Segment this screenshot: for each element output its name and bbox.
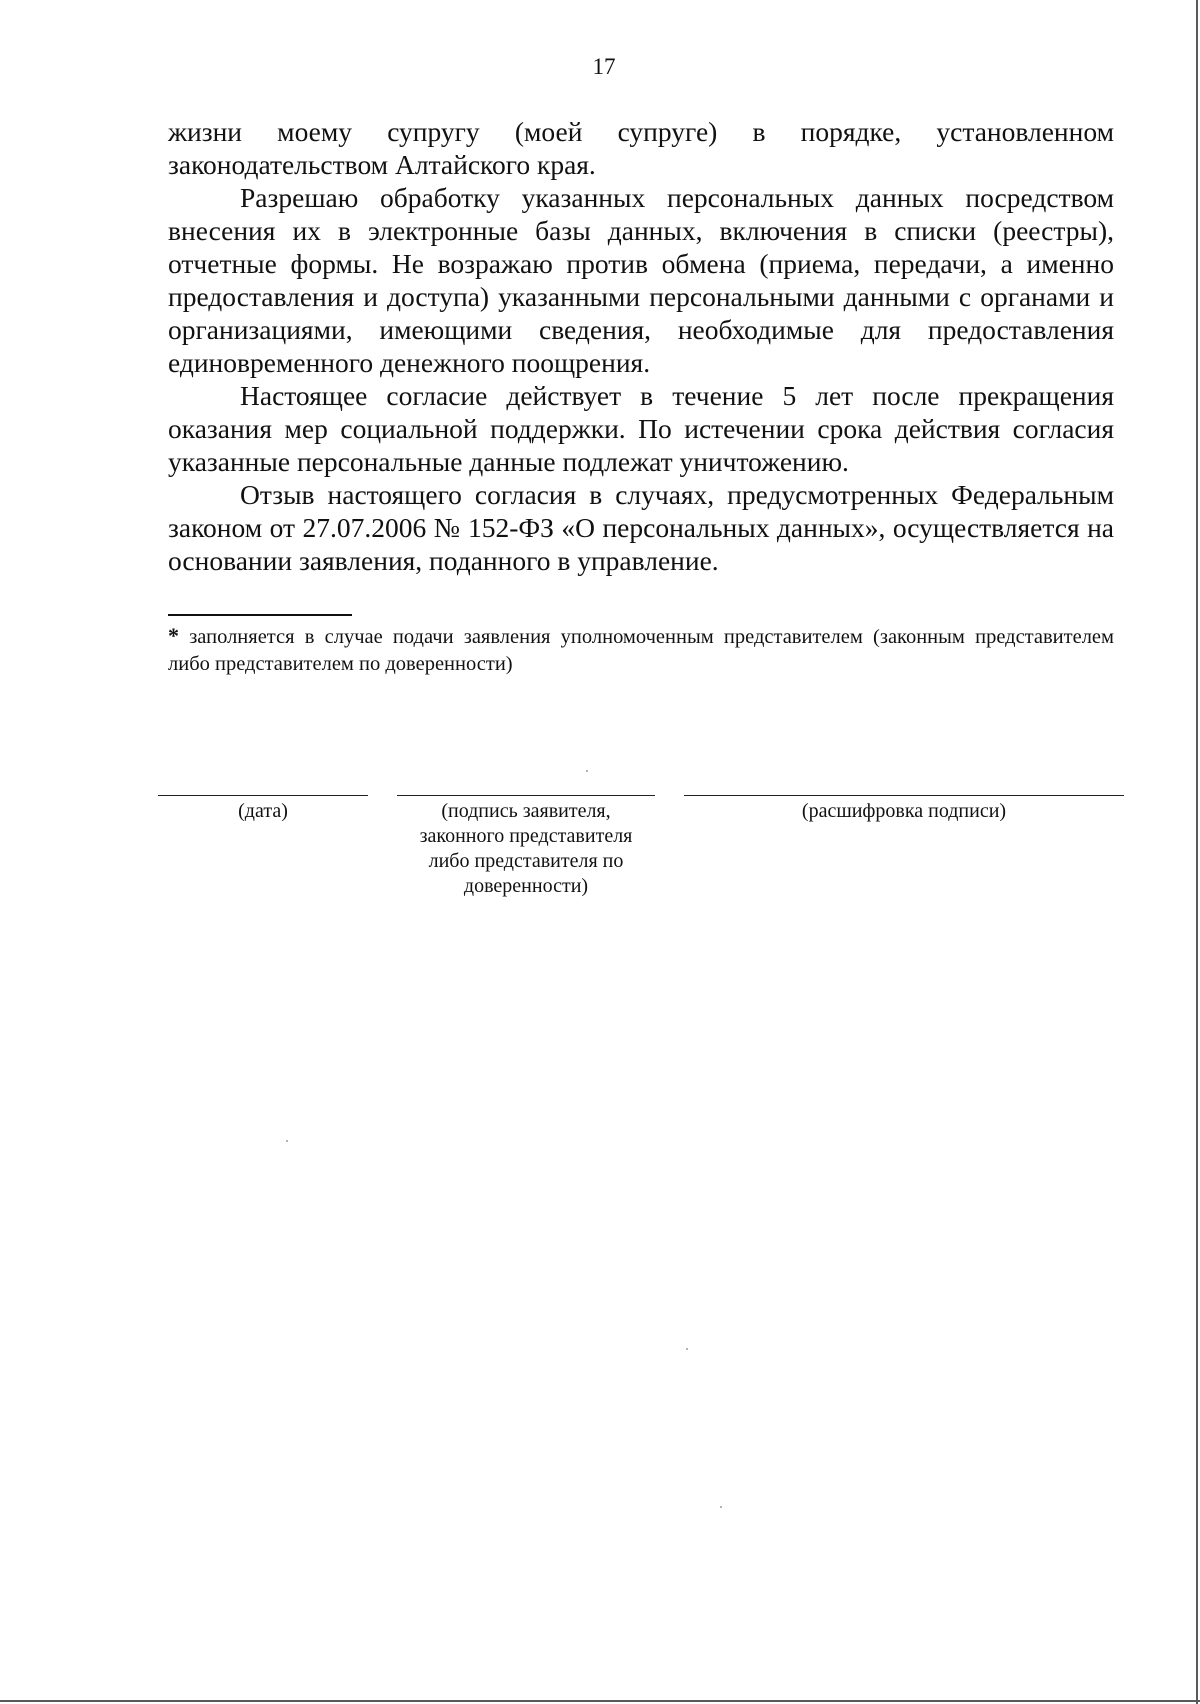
paragraph-consent-term: Настоящее согласие действует в течение 5 лет после прекращения оказания мер социальной поддержки. По истечении срока действия согласия указанные персональные данные подлежат уничтожению. — [168, 380, 1114, 477]
footnote — [168, 622, 1114, 678]
document-body — [168, 115, 1114, 577]
scan-speck — [686, 1348, 688, 1350]
footnote-asterisk: * — [168, 623, 179, 648]
scan-speck — [720, 1506, 722, 1508]
signature-caption: (подпись заявителя, законного представителя либо представителя по доверенности) — [419, 800, 633, 897]
footnote-divider — [168, 614, 352, 616]
footnote-text: заполняется в случае подачи заявления уполномоченным представителем (законным представителем либо представителем по доверенности) — [168, 626, 1114, 675]
scan-speck — [586, 770, 588, 772]
page-edge-right — [1196, 0, 1198, 1704]
signature-decoding-caption: (расшифровка подписи) — [801, 800, 1007, 822]
page-number: 17 — [592, 54, 616, 79]
date-caption: (дата) — [238, 800, 288, 822]
paragraph-consent-withdrawal: Отзыв настоящего согласия в случаях, предусмотренных Федеральным законом от 27.07.2006 № 152-ФЗ «О персональных данных», осуществляется на основании заявления, поданного в управление. — [168, 479, 1114, 576]
paragraph-continuation: жизни моему супругу (моей супруге) в порядке, установленном законодательством Алтайского края. — [168, 116, 1114, 180]
date-line — [158, 795, 368, 796]
signature-line — [397, 795, 655, 796]
signature-decoding-line — [684, 795, 1124, 796]
scan-speck — [286, 1140, 288, 1142]
page-edge-bottom — [0, 1700, 1200, 1702]
paragraph-processing-consent: Разрешаю обработку указанных персональных данных посредством внесения их в электронные базы данных, включения в списки (реестры), отчетные формы. Не возражаю против обмена (приема, передачи, а именно предоставления и доступа) указанными персональными данными с органами и организациями, имеющими сведения, необходимые для предоставления единовременного денежного поощрения. — [168, 182, 1114, 378]
